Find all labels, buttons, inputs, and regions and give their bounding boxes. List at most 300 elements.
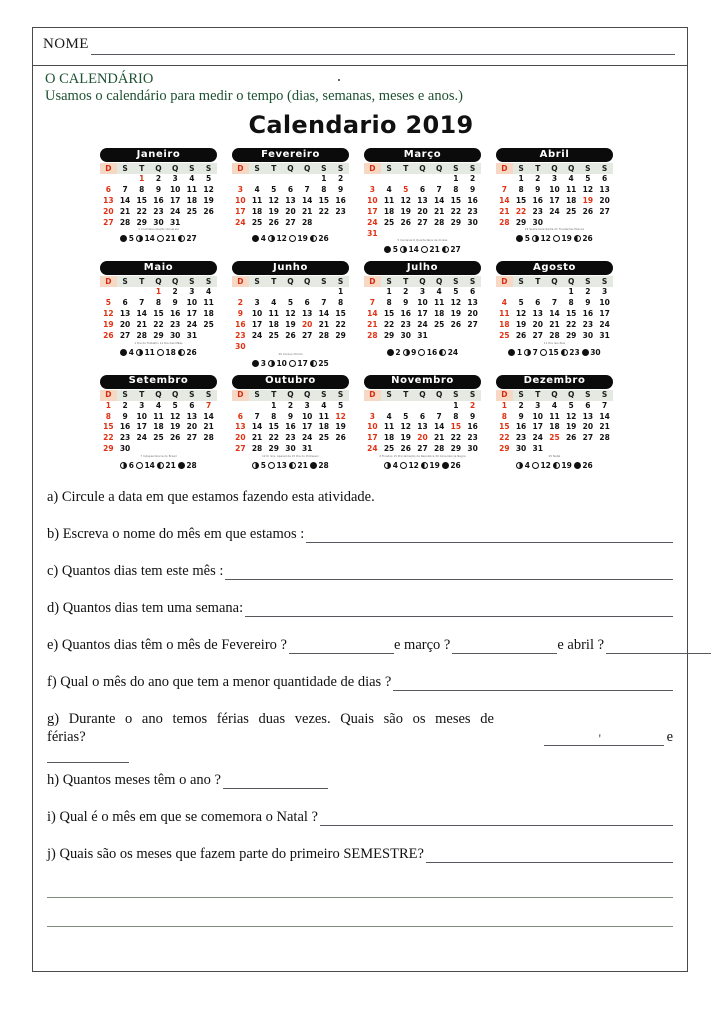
question-c-answer-line[interactable] — [225, 566, 673, 580]
day-cell[interactable]: 15 — [450, 195, 462, 205]
day-cell[interactable]: 16 — [153, 195, 164, 205]
day-cell[interactable]: 18 — [383, 433, 395, 443]
day-cell[interactable]: 20 — [235, 433, 246, 443]
day-cell[interactable]: 1 — [321, 174, 327, 184]
day-cell[interactable]: 13 — [532, 309, 543, 319]
day-cell[interactable]: 31 — [599, 330, 610, 340]
day-cell[interactable]: 27 — [599, 206, 610, 216]
day-cell[interactable]: 6 — [585, 400, 591, 410]
day-cell[interactable]: 19 — [450, 309, 462, 319]
day-cell[interactable]: 13 — [119, 309, 131, 319]
day-cell[interactable]: 27 — [301, 330, 313, 340]
day-cell[interactable]: 11 — [383, 195, 395, 205]
day-cell[interactable]: 21 — [119, 206, 131, 216]
day-cell[interactable]: 8 — [271, 411, 277, 421]
day-cell[interactable]: 16 — [119, 422, 131, 432]
day-cell[interactable]: 31 — [301, 444, 313, 454]
day-cell[interactable]: 15 — [103, 422, 114, 432]
question-e-answer-line-2[interactable] — [452, 640, 557, 654]
day-cell[interactable]: 11 — [203, 298, 214, 308]
day-cell[interactable]: 16 — [235, 320, 246, 330]
day-cell[interactable]: 19 — [203, 195, 214, 205]
day-cell[interactable]: 30 — [400, 330, 411, 340]
day-cell[interactable]: 20 — [582, 422, 594, 432]
day-cell[interactable]: 16 — [467, 195, 478, 205]
day-cell[interactable]: 5 — [105, 298, 111, 308]
day-cell[interactable]: 18 — [251, 206, 263, 216]
day-cell[interactable]: 8 — [338, 298, 344, 308]
day-cell[interactable]: 23 — [515, 433, 527, 443]
day-cell[interactable]: 1 — [155, 287, 162, 297]
day-cell[interactable]: 12 — [515, 309, 527, 319]
day-cell[interactable]: 18 — [383, 206, 395, 216]
day-cell[interactable]: 13 — [301, 309, 313, 319]
day-cell[interactable]: 26 — [565, 433, 577, 443]
day-cell[interactable]: 23 — [235, 330, 246, 340]
question-e-answer-line-3[interactable] — [606, 640, 711, 654]
day-cell[interactable]: 10 — [301, 411, 313, 421]
day-cell[interactable]: 6 — [304, 298, 310, 308]
day-cell[interactable]: 11 — [186, 185, 198, 195]
day-cell[interactable]: 30 — [169, 330, 181, 340]
day-cell[interactable]: 19 — [515, 320, 527, 330]
day-cell[interactable]: 27 — [103, 217, 114, 227]
day-cell[interactable]: 30 — [467, 444, 478, 454]
day-cell[interactable]: 30 — [582, 330, 594, 340]
day-cell[interactable]: 23 — [467, 206, 478, 216]
question-d-answer-line[interactable] — [245, 603, 673, 617]
day-cell[interactable]: 9 — [338, 185, 344, 195]
day-cell[interactable]: 28 — [136, 330, 147, 340]
day-cell[interactable]: 28 — [499, 217, 510, 227]
day-cell[interactable]: 4 — [254, 185, 260, 195]
day-cell[interactable]: 17 — [599, 309, 610, 319]
day-cell[interactable]: 1 — [386, 287, 392, 297]
day-cell[interactable]: 22 — [318, 206, 330, 216]
day-cell[interactable]: 10 — [251, 309, 263, 319]
day-cell[interactable]: 25 — [203, 320, 214, 330]
day-cell[interactable]: 29 — [499, 444, 510, 454]
day-cell[interactable]: 5 — [172, 400, 178, 410]
day-cell[interactable]: 10 — [169, 185, 181, 195]
day-cell[interactable]: 7 — [321, 298, 327, 308]
day-cell[interactable]: 28 — [367, 330, 378, 340]
day-cell[interactable]: 12 — [565, 411, 577, 421]
day-cell[interactable]: 17 — [549, 195, 560, 205]
day-cell[interactable]: 29 — [103, 444, 114, 454]
day-cell[interactable]: 2 — [287, 400, 294, 410]
day-cell[interactable]: 12 — [450, 298, 462, 308]
day-cell[interactable]: 24 — [367, 444, 378, 454]
day-cell[interactable]: 14 — [499, 195, 510, 205]
day-cell[interactable]: 9 — [535, 185, 541, 195]
day-cell[interactable]: 17 — [169, 195, 181, 205]
day-cell[interactable]: 28 — [433, 217, 445, 227]
day-cell[interactable]: 15 — [318, 195, 330, 205]
day-cell[interactable]: 21 — [433, 433, 445, 443]
day-cell[interactable]: 23 — [335, 206, 346, 216]
day-cell[interactable]: 19 — [582, 195, 594, 205]
day-cell[interactable]: 14 — [251, 422, 263, 432]
day-cell[interactable]: 24 — [549, 206, 560, 216]
day-cell[interactable]: 5 — [206, 174, 212, 184]
day-cell[interactable]: 3 — [551, 174, 558, 184]
day-cell[interactable]: 23 — [467, 433, 478, 443]
day-cell[interactable]: 2 — [470, 400, 476, 410]
day-cell[interactable]: 21 — [599, 422, 610, 432]
day-cell[interactable]: 4 — [386, 185, 392, 195]
day-cell[interactable]: 11 — [318, 411, 330, 421]
day-cell[interactable]: 8 — [568, 298, 574, 308]
day-cell[interactable]: 4 — [321, 400, 327, 410]
day-cell[interactable]: 16 — [515, 422, 527, 432]
day-cell[interactable]: 27 — [582, 433, 594, 443]
day-cell[interactable]: 3 — [419, 287, 426, 297]
day-cell[interactable]: 18 — [268, 320, 279, 330]
day-cell[interactable]: 2 — [338, 174, 344, 184]
day-cell[interactable]: 31 — [417, 330, 428, 340]
day-cell[interactable]: 1 — [271, 400, 277, 410]
day-cell[interactable]: 13 — [582, 411, 594, 421]
day-cell[interactable]: 15 — [335, 309, 346, 319]
day-cell[interactable]: 2 — [518, 400, 524, 410]
day-cell[interactable]: 10 — [136, 411, 147, 421]
day-cell[interactable]: 26 — [169, 433, 181, 443]
day-cell[interactable]: 27 — [186, 433, 198, 443]
day-cell[interactable]: 2 — [403, 287, 409, 297]
day-cell[interactable]: 23 — [582, 320, 594, 330]
day-cell[interactable]: 2 — [585, 287, 591, 297]
day-cell[interactable]: 4 — [386, 411, 392, 421]
day-cell[interactable]: 24 — [186, 320, 198, 330]
day-cell[interactable]: 20 — [417, 433, 428, 443]
day-cell[interactable]: 28 — [599, 433, 610, 443]
day-cell[interactable]: 17 — [532, 422, 543, 432]
day-cell[interactable]: 6 — [189, 400, 195, 410]
day-cell[interactable]: 6 — [419, 185, 426, 195]
day-cell[interactable]: 1 — [568, 287, 574, 297]
day-cell[interactable]: 17 — [136, 422, 147, 432]
day-cell[interactable]: 9 — [403, 298, 409, 308]
day-cell[interactable]: 5 — [403, 411, 409, 421]
day-cell[interactable]: 27 — [417, 217, 428, 227]
day-cell[interactable]: 5 — [518, 298, 524, 308]
day-cell[interactable]: 26 — [103, 330, 114, 340]
day-cell[interactable]: 22 — [515, 206, 527, 216]
day-cell[interactable]: 4 — [551, 400, 558, 410]
day-cell[interactable]: 3 — [237, 185, 243, 195]
day-cell[interactable]: 8 — [386, 298, 392, 308]
day-cell[interactable]: 18 — [203, 309, 214, 319]
day-cell[interactable]: 9 — [122, 411, 128, 421]
day-cell[interactable]: 25 — [383, 444, 395, 454]
day-cell[interactable]: 6 — [287, 185, 294, 195]
day-cell[interactable]: 10 — [186, 298, 198, 308]
day-cell[interactable]: 17 — [186, 309, 198, 319]
question-f-answer-line[interactable] — [393, 677, 673, 691]
day-cell[interactable]: 4 — [568, 174, 574, 184]
day-cell[interactable]: 30 — [119, 444, 131, 454]
day-cell[interactable]: 31 — [186, 330, 198, 340]
day-cell[interactable]: 7 — [254, 411, 260, 421]
day-cell[interactable]: 20 — [417, 206, 428, 216]
day-cell[interactable]: 23 — [532, 206, 543, 216]
question-g-answer-line-2[interactable] — [47, 760, 129, 763]
day-cell[interactable]: 24 — [136, 433, 147, 443]
day-cell[interactable]: 8 — [139, 185, 145, 195]
day-cell[interactable]: 26 — [400, 444, 411, 454]
day-cell[interactable]: 29 — [450, 444, 462, 454]
day-cell[interactable]: 18 — [433, 309, 445, 319]
day-cell[interactable]: 14 — [119, 195, 131, 205]
day-cell[interactable]: 2 — [470, 174, 476, 184]
day-cell[interactable]: 14 — [599, 411, 610, 421]
day-cell[interactable]: 5 — [585, 174, 591, 184]
day-cell[interactable]: 3 — [304, 400, 310, 410]
day-cell[interactable]: 8 — [155, 298, 162, 308]
day-cell[interactable]: 28 — [433, 444, 445, 454]
day-cell[interactable]: 29 — [515, 217, 527, 227]
question-h-answer-line[interactable] — [223, 775, 328, 789]
day-cell[interactable]: 1 — [105, 400, 111, 410]
day-cell[interactable]: 2 — [122, 400, 128, 410]
day-cell[interactable]: 15 — [499, 422, 510, 432]
day-cell[interactable]: 27 — [417, 444, 428, 454]
day-cell[interactable]: 30 — [532, 217, 543, 227]
day-cell[interactable]: 6 — [419, 411, 426, 421]
day-cell[interactable]: 21 — [318, 320, 330, 330]
day-cell[interactable]: 6 — [470, 287, 476, 297]
day-cell[interactable]: 23 — [119, 433, 131, 443]
day-cell[interactable]: 12 — [582, 185, 594, 195]
day-cell[interactable]: 12 — [203, 185, 214, 195]
day-cell[interactable]: 7 — [436, 411, 442, 421]
day-cell[interactable]: 13 — [285, 195, 296, 205]
day-cell[interactable]: 10 — [367, 422, 378, 432]
question-g-answer-line-1[interactable] — [544, 732, 664, 746]
day-cell[interactable]: 28 — [549, 330, 560, 340]
day-cell[interactable]: 6 — [535, 298, 541, 308]
day-cell[interactable]: 1 — [453, 400, 459, 410]
day-cell[interactable]: 28 — [119, 217, 131, 227]
day-cell[interactable]: 14 — [136, 309, 147, 319]
day-cell[interactable]: 18 — [565, 195, 577, 205]
day-cell[interactable]: 28 — [203, 433, 214, 443]
day-cell[interactable]: 18 — [186, 195, 198, 205]
day-cell[interactable]: 8 — [321, 185, 327, 195]
day-cell[interactable]: 11 — [153, 411, 164, 421]
day-cell[interactable]: 7 — [139, 298, 145, 308]
day-cell[interactable]: 20 — [285, 206, 296, 216]
day-cell[interactable]: 27 — [285, 217, 296, 227]
day-cell[interactable]: 6 — [602, 174, 608, 184]
day-cell[interactable]: 7 — [551, 298, 558, 308]
day-cell[interactable]: 7 — [501, 185, 507, 195]
day-cell[interactable]: 28 — [301, 217, 313, 227]
day-cell[interactable]: 21 — [433, 206, 445, 216]
day-cell[interactable]: 23 — [285, 433, 296, 443]
day-cell[interactable]: 14 — [549, 309, 560, 319]
day-cell[interactable]: 7 — [436, 185, 442, 195]
day-cell[interactable]: 2 — [237, 298, 243, 308]
question-j-answer-line[interactable] — [426, 849, 673, 863]
day-cell[interactable]: 1 — [518, 174, 524, 184]
day-cell[interactable]: 20 — [301, 320, 313, 330]
day-cell[interactable]: 21 — [301, 206, 313, 216]
day-cell[interactable]: 30 — [285, 444, 296, 454]
day-cell[interactable]: 22 — [103, 433, 114, 443]
day-cell[interactable]: 17 — [367, 206, 378, 216]
day-cell[interactable]: 4 — [155, 400, 162, 410]
day-cell[interactable]: 18 — [499, 320, 510, 330]
day-cell[interactable]: 27 — [235, 444, 246, 454]
day-cell[interactable]: 19 — [565, 422, 577, 432]
day-cell[interactable]: 18 — [318, 422, 330, 432]
day-cell[interactable]: 28 — [318, 330, 330, 340]
day-cell[interactable]: 21 — [136, 320, 147, 330]
day-cell[interactable]: 6 — [122, 298, 128, 308]
day-cell[interactable]: 17 — [301, 422, 313, 432]
day-cell[interactable]: 9 — [155, 185, 162, 195]
question-b-answer-line[interactable] — [306, 529, 673, 543]
day-cell[interactable]: 4 — [206, 287, 212, 297]
day-cell[interactable]: 31 — [169, 217, 181, 227]
day-cell[interactable]: 31 — [367, 228, 378, 238]
day-cell[interactable]: 10 — [417, 298, 428, 308]
day-cell[interactable]: 1 — [453, 174, 459, 184]
day-cell[interactable]: 9 — [470, 411, 476, 421]
day-cell[interactable]: 13 — [467, 298, 478, 308]
day-cell[interactable]: 30 — [153, 217, 164, 227]
day-cell[interactable]: 26 — [400, 217, 411, 227]
day-cell[interactable]: 26 — [203, 206, 214, 216]
day-cell[interactable]: 12 — [169, 411, 181, 421]
day-cell[interactable]: 12 — [103, 309, 114, 319]
question-i-answer-line[interactable] — [320, 812, 673, 826]
day-cell[interactable]: 3 — [369, 185, 375, 195]
day-cell[interactable]: 15 — [153, 309, 164, 319]
question-e-answer-line-1[interactable] — [289, 640, 394, 654]
day-cell[interactable]: 24 — [532, 433, 543, 443]
day-cell[interactable]: 25 — [268, 330, 279, 340]
day-cell[interactable]: 20 — [119, 320, 131, 330]
day-cell[interactable]: 24 — [169, 206, 181, 216]
day-cell[interactable]: 3 — [535, 400, 541, 410]
day-cell[interactable]: 1 — [501, 400, 507, 410]
day-cell[interactable]: 17 — [417, 309, 428, 319]
day-cell[interactable]: 16 — [582, 309, 594, 319]
day-cell[interactable]: 14 — [301, 195, 313, 205]
day-cell[interactable]: 4 — [271, 298, 277, 308]
day-cell[interactable]: 19 — [400, 433, 411, 443]
day-cell[interactable]: 5 — [287, 298, 294, 308]
day-cell[interactable]: 20 — [186, 422, 198, 432]
day-cell[interactable]: 13 — [599, 185, 610, 195]
day-cell[interactable]: 21 — [549, 320, 560, 330]
day-cell[interactable]: 25 — [153, 433, 164, 443]
day-cell[interactable]: 16 — [285, 422, 296, 432]
day-cell[interactable]: 7 — [369, 298, 375, 308]
day-cell[interactable]: 22 — [383, 320, 395, 330]
day-cell[interactable]: 21 — [499, 206, 510, 216]
day-cell[interactable]: 8 — [501, 411, 507, 421]
extra-answer-line-1[interactable] — [47, 869, 673, 898]
day-cell[interactable]: 15 — [515, 195, 527, 205]
day-cell[interactable]: 29 — [136, 217, 147, 227]
day-cell[interactable]: 3 — [172, 174, 178, 184]
day-cell[interactable]: 7 — [304, 185, 310, 195]
day-cell[interactable]: 25 — [186, 206, 198, 216]
day-cell[interactable]: 3 — [602, 287, 608, 297]
day-cell[interactable]: 16 — [467, 422, 478, 432]
day-cell[interactable]: 20 — [103, 206, 114, 216]
day-cell[interactable]: 24 — [301, 433, 313, 443]
day-cell[interactable]: 9 — [287, 411, 294, 421]
day-cell[interactable]: 2 — [155, 174, 162, 184]
day-cell[interactable]: 24 — [367, 217, 378, 227]
day-cell[interactable]: 5 — [568, 400, 574, 410]
day-cell[interactable]: 18 — [153, 422, 164, 432]
day-cell[interactable]: 17 — [251, 320, 263, 330]
day-cell[interactable]: 23 — [400, 320, 411, 330]
day-cell[interactable]: 7 — [122, 185, 128, 195]
day-cell[interactable]: 30 — [467, 217, 478, 227]
day-cell[interactable]: 4 — [501, 298, 507, 308]
day-cell[interactable]: 15 — [136, 195, 147, 205]
day-cell[interactable]: 26 — [515, 330, 527, 340]
day-cell[interactable]: 13 — [417, 195, 428, 205]
day-cell[interactable]: 21 — [367, 320, 378, 330]
day-cell[interactable]: 5 — [403, 185, 409, 195]
day-cell[interactable]: 14 — [367, 309, 378, 319]
day-cell[interactable]: 24 — [251, 330, 263, 340]
day-cell[interactable]: 26 — [582, 206, 594, 216]
day-cell[interactable]: 22 — [450, 433, 462, 443]
day-cell[interactable]: 7 — [602, 400, 608, 410]
day-cell[interactable]: 11 — [251, 195, 263, 205]
day-cell[interactable]: 25 — [549, 433, 560, 443]
day-cell[interactable]: 12 — [400, 195, 411, 205]
day-cell[interactable]: 19 — [103, 320, 114, 330]
day-cell[interactable]: 27 — [532, 330, 543, 340]
day-cell[interactable]: 1 — [139, 174, 145, 184]
day-cell[interactable]: 2 — [172, 287, 178, 297]
day-cell[interactable]: 21 — [203, 422, 214, 432]
day-cell[interactable]: 4 — [189, 174, 195, 184]
day-cell[interactable]: 15 — [383, 309, 395, 319]
day-cell[interactable]: 12 — [285, 309, 296, 319]
day-cell[interactable]: 14 — [318, 309, 330, 319]
day-cell[interactable]: 27 — [467, 320, 478, 330]
day-cell[interactable]: 16 — [532, 195, 543, 205]
day-cell[interactable]: 21 — [251, 433, 263, 443]
day-cell[interactable]: 10 — [532, 411, 543, 421]
day-cell[interactable]: 29 — [268, 444, 279, 454]
day-cell[interactable]: 13 — [186, 411, 198, 421]
day-cell[interactable]: 11 — [565, 185, 577, 195]
day-cell[interactable]: 11 — [549, 411, 560, 421]
day-cell[interactable]: 3 — [254, 298, 260, 308]
day-cell[interactable]: 2 — [535, 174, 541, 184]
day-cell[interactable]: 11 — [383, 422, 395, 432]
day-cell[interactable]: 22 — [268, 433, 279, 443]
day-cell[interactable]: 31 — [532, 444, 543, 454]
day-cell[interactable]: 25 — [433, 320, 445, 330]
day-cell[interactable]: 29 — [153, 330, 164, 340]
day-cell[interactable]: 20 — [532, 320, 543, 330]
day-cell[interactable]: 16 — [400, 309, 411, 319]
day-cell[interactable]: 19 — [268, 206, 279, 216]
